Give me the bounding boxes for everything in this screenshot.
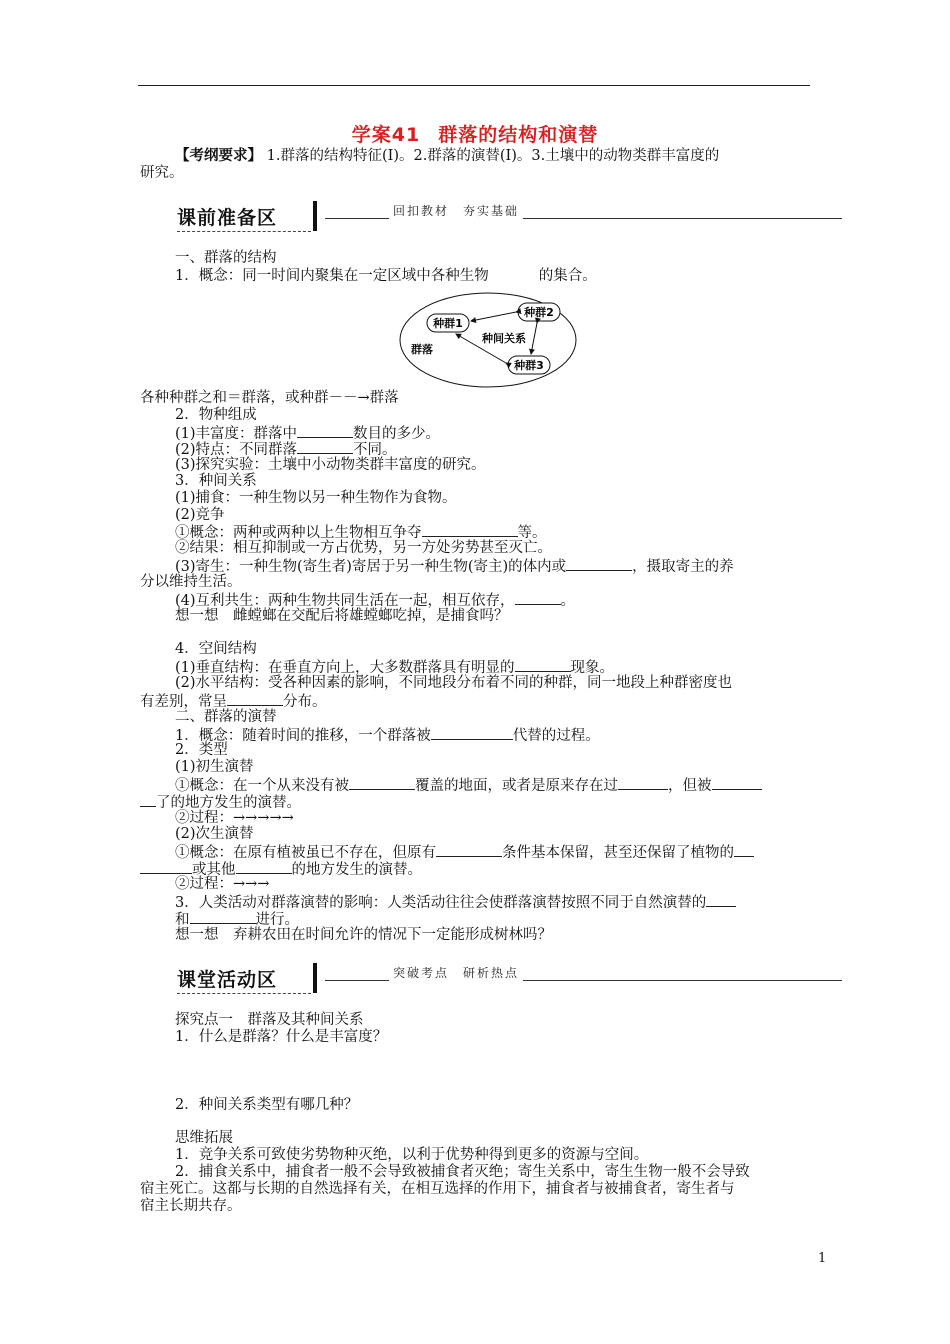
secondary-process: ②过程：→→→ bbox=[175, 876, 270, 892]
species1-label: 种群1 bbox=[433, 317, 463, 330]
explore-point-1: 探究点一 群落及其种间关系 bbox=[175, 1012, 364, 1028]
competition-result: ②结果：相互抑制或一方占优势，另一方处劣势甚至灭亡。 bbox=[175, 540, 552, 556]
experiment-line: (3)探究实验：土壤中小动物类群丰富度的研究。 bbox=[175, 457, 486, 473]
question-1: 1．什么是群落？什么是丰富度？ bbox=[175, 1029, 388, 1045]
extension-1: 1．竞争关系可致使劣势物种灭绝，以利于优势种得到更多的资源与空间。 bbox=[175, 1147, 649, 1163]
succession-concept: 1．概念：随着时间的推移，一个群落被 代替的过程。 bbox=[175, 728, 600, 744]
extension-2: 2．捕食关系中，捕食者一般不会导致被捕食者灭绝；寄生关系中，寄生生物一般不会导致 bbox=[175, 1164, 750, 1180]
title-code: 学案41 bbox=[351, 124, 421, 146]
relation-label: 种间关系 bbox=[482, 332, 526, 345]
section-dash bbox=[177, 993, 311, 994]
spatial-heading: 4．空间结构 bbox=[175, 641, 257, 657]
species-composition: 2．物种组成 bbox=[175, 407, 257, 423]
arrow-2-3 bbox=[531, 323, 537, 354]
title-name: 群落的结构和演替 bbox=[438, 124, 599, 146]
human-impact: 3．人类活动对群落演替的影响：人类活动往往会使群落演替按照不同于自然演替的 bbox=[175, 893, 736, 912]
vertical-line: (1)垂直结构：在垂直方向上，大多数群落具有明显的 现象。 bbox=[175, 660, 615, 676]
richness-line: (1)丰富度：群落中 数目的多少。 bbox=[175, 426, 441, 442]
interspecies-heading: 3．种间关系 bbox=[175, 473, 257, 489]
section-bar bbox=[313, 963, 317, 993]
parasitism-cont: 分以维持生活。 bbox=[140, 574, 242, 590]
sum-line: 各种种群之和＝群落，或种群－－→群落 bbox=[140, 390, 399, 406]
species2-label: 种群2 bbox=[524, 306, 554, 319]
thinking-extension: 思维拓展 bbox=[175, 1130, 233, 1146]
secondary-concept-cont: 或其他 的地方发生的演替。 bbox=[140, 860, 422, 879]
requirement-tag: 【考纲要求】 bbox=[175, 147, 262, 164]
section-sub: 回扣教材 夯实基础 bbox=[389, 202, 523, 219]
requirement-cont: 研究。 bbox=[140, 165, 184, 181]
section-header-pre bbox=[177, 201, 842, 235]
primary-heading: (1)初生演替 bbox=[175, 759, 254, 775]
species3-label: 种群3 bbox=[514, 359, 544, 372]
section-dash bbox=[177, 231, 311, 232]
section-bar bbox=[313, 201, 317, 231]
section-header-class bbox=[177, 963, 842, 997]
primary-concept: ①概念：在一个从来没有被 覆盖的地面，或者是原来存在过 ，但被 bbox=[175, 776, 762, 795]
horizontal-cont: 有差别，常呈 分布。 bbox=[140, 694, 327, 710]
extension-2-cont2: 宿主长期共存。 bbox=[140, 1198, 242, 1214]
types-heading: 2．类型 bbox=[175, 742, 228, 758]
section-label: 课前准备区 bbox=[177, 207, 278, 229]
primary-process: ②过程：→→→→→ bbox=[175, 810, 294, 826]
community-diagram bbox=[398, 290, 578, 390]
think-1: 想一想 雌螳螂在交配后将雄螳螂吃掉，是捕食吗？ bbox=[175, 608, 509, 624]
mutualism-line: (4)互利共生：两种生物共同生活在一起，相互依存， 。 bbox=[175, 593, 576, 609]
primary-concept-cont: 了的地方发生的演替。 bbox=[140, 793, 301, 812]
arrow-1-2 bbox=[471, 312, 516, 321]
horizontal-line: (2)水平结构：受各种因素的影响，不同地段分布着不同的种群，同一地段上种群密度也 bbox=[175, 675, 733, 691]
page-title bbox=[0, 120, 950, 147]
requirement-text: 1.群落的结构特征(Ⅰ)。2.群落的演替(Ⅰ)。3.土壤中的动物类群丰富度的 bbox=[262, 148, 720, 164]
community-label: 群落 bbox=[411, 343, 433, 356]
competition-concept: ①概念：两种或两种以上生物相互争夺 等。 bbox=[175, 525, 547, 541]
section-sub: 突破考点 研析热点 bbox=[389, 964, 523, 981]
heading-succession: 二、群落的演替 bbox=[175, 709, 277, 725]
concept-line: 1．概念：同一时间内聚集在一定区域中各种生物 的集合。 bbox=[175, 268, 597, 284]
competition-heading: (2)竞争 bbox=[175, 507, 225, 523]
page-number: 1 bbox=[818, 1251, 827, 1266]
exam-requirement bbox=[175, 147, 719, 165]
secondary-concept: ①概念：在原有植被虽已不存在，但原有 条件基本保留，甚至还保留了植物的 bbox=[175, 843, 754, 862]
question-2: 2．种间关系类型有哪几种？ bbox=[175, 1097, 359, 1113]
secondary-heading: (2)次生演替 bbox=[175, 826, 254, 842]
predation-line: (1)捕食：一种生物以另一种生物作为食物。 bbox=[175, 490, 457, 506]
extension-2-cont: 宿主死亡。这都与长期的自然选择有关，在相互选择的作用下，捕食者与被捕食者，寄生者与 bbox=[140, 1181, 735, 1197]
section-label: 课堂活动区 bbox=[177, 969, 278, 991]
heading-structure: 一、群落的结构 bbox=[175, 250, 277, 266]
feature-line: (2)特点：不同群落 不同。 bbox=[175, 442, 397, 458]
top-rule bbox=[138, 85, 810, 86]
parasitism-line: (3)寄生：一种生物(寄生者)寄居于另一种生物(寄主)的体内或 ，摄取寄主的养 bbox=[175, 559, 734, 575]
think-2: 想一想 弃耕农田在时间允许的情况下一定能形成树林吗？ bbox=[175, 927, 552, 943]
human-impact-cont: 和 进行。 bbox=[175, 912, 299, 928]
